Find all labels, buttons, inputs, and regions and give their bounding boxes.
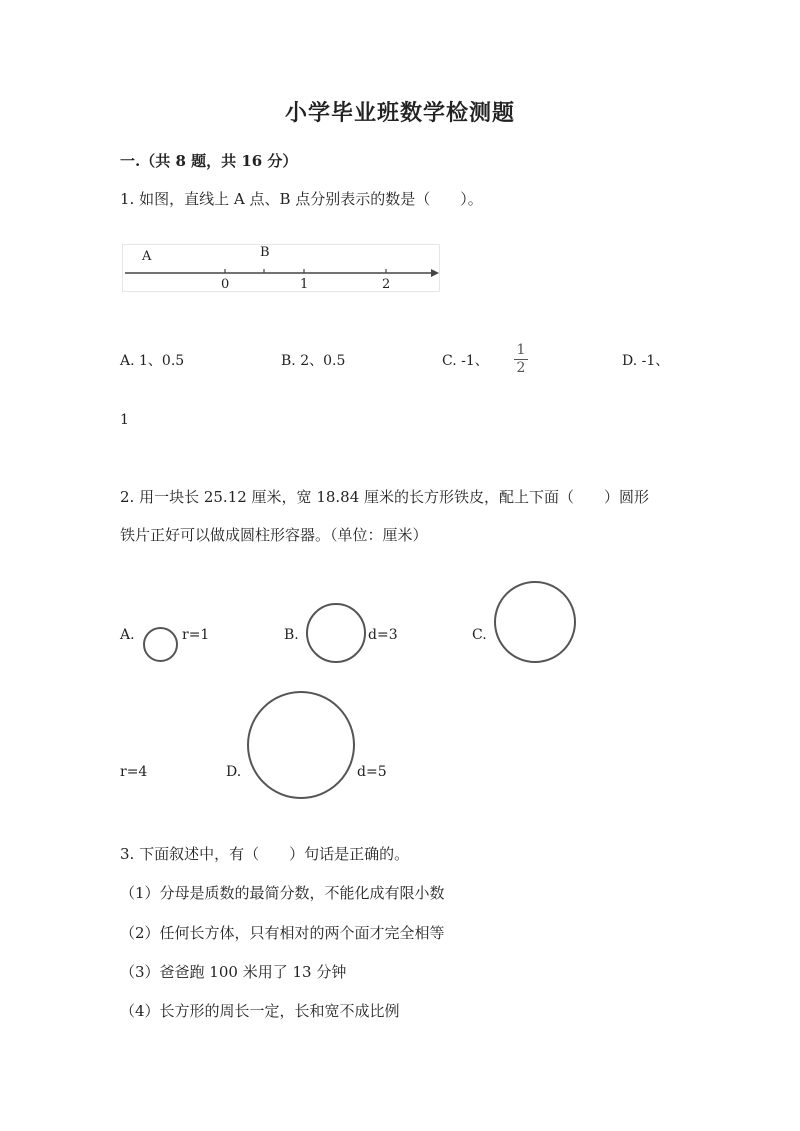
q1-option-c: C. -1、: [442, 353, 489, 369]
q2-option-d-label: D.: [226, 764, 242, 780]
q3-statement-2: （2）任何长方体，只有相对的两个面才完全相等: [120, 924, 445, 942]
q1-option-b: B. 2、0.5: [281, 353, 346, 369]
tick-label-0: 0: [221, 277, 230, 292]
q2-option-c-value: r=4: [120, 764, 148, 780]
question-2-line-2: 铁片正好可以做成圆柱形容器。（单位：厘米）: [120, 526, 428, 544]
q2-option-a-label: A.: [120, 627, 135, 643]
section-heading: 一.（共 8 题，共 16 分）: [120, 152, 298, 170]
question-3-text: 3. 下面叙述中，有（ ）句话是正确的。: [120, 845, 410, 863]
fraction-numerator: 1: [516, 342, 526, 358]
number-line-figure: [122, 244, 440, 292]
q2-option-b-label: B.: [284, 627, 299, 643]
question-2-line-1: 2. 用一块长 25.12 厘米，宽 18.84 厘米的长方形铁皮，配上下面（ ）圆形: [120, 488, 650, 506]
q3-statement-1: （1）分母是质数的最简分数，不能化成有限小数: [120, 884, 445, 902]
circle-c-icon: [494, 581, 576, 663]
q1-option-d: D. -1、: [622, 353, 670, 369]
q1-option-c-fraction: [514, 343, 528, 376]
fraction-denominator: 2: [516, 360, 526, 376]
q2-option-b-value: d=3: [368, 627, 398, 643]
q2-option-c-label: C.: [472, 627, 487, 643]
q2-option-d-value: d=5: [357, 764, 387, 780]
tick-label-2: 2: [382, 277, 391, 292]
circle-a-icon: [143, 627, 178, 662]
circle-b-icon: [306, 603, 366, 663]
circle-d-icon: [247, 691, 355, 799]
point-a-label: A: [142, 249, 152, 264]
q1-option-d-continued: 1: [120, 412, 129, 428]
q3-statement-4: （4）长方形的周长一定，长和宽不成比例: [120, 1002, 400, 1020]
q3-statement-3: （3）爸爸跑 100 米用了 13 分钟: [120, 963, 347, 981]
number-line-svg: [123, 245, 441, 293]
q2-option-a-value: r=1: [182, 627, 210, 643]
q1-option-a: A. 1、0.5: [120, 353, 185, 369]
page-title: 小学毕业班数学检测题: [284, 100, 515, 126]
question-1-text: 1. 如图，直线上 A 点、B 点分别表示的数是（ ）。: [120, 190, 483, 208]
point-b-label: B: [260, 245, 270, 260]
tick-label-1: 1: [300, 277, 309, 292]
arrow-head-icon: [431, 269, 439, 277]
